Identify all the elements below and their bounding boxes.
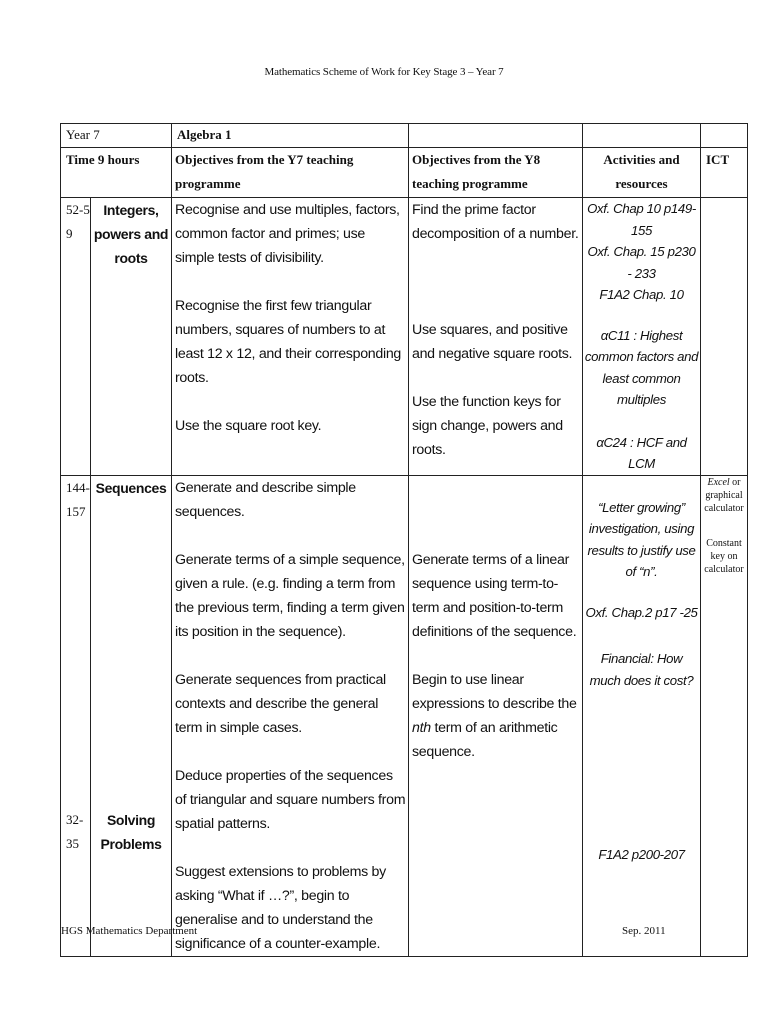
objective-text: Use the function keys for sign change, powers and roots. — [412, 394, 563, 458]
page-range-cell: 52-59 — [61, 198, 91, 476]
activities-cell — [583, 198, 701, 476]
col-header-y8: Objectives from the Y8 teaching programme — [409, 148, 583, 198]
page-range-cell — [61, 475, 91, 956]
col-header-ict: ICT — [701, 148, 748, 198]
footer-date: Sep. 2011 — [622, 925, 666, 937]
activity-text: αC11 : Highest common factors and least common multiples — [584, 327, 699, 407]
activity-text: “Letter growing” investigation, using results to justify use of “n”. — [587, 499, 696, 579]
objective-text: Find the prime factor decomposition of a number. — [412, 202, 579, 242]
y7-objectives-cell — [172, 475, 409, 956]
objective-text: Use squares, and positive and negative square roots. — [412, 322, 573, 362]
objective-text: Generate terms of a linear sequence using term-to-term and position-to-term definitions of the sequence. — [412, 551, 577, 640]
objective-text: Use the square root key. — [175, 418, 322, 434]
activity-text: F1A2 p200-207 — [598, 846, 685, 862]
page-range-sequences: 144-157 — [66, 479, 90, 519]
objective-text: Begin to use linear expressions to describe the nth term of an arithmetic sequence. — [412, 671, 577, 760]
page-header: Mathematics Scheme of Work for Key Stage 3 – Year 7 — [264, 66, 504, 78]
activity-text: Oxf. Chap.2 p17 -25 — [585, 604, 698, 620]
activities-cell — [583, 475, 701, 956]
objective-text: Suggest extensions to problems by asking “What if …?”, begin to generalise and to understand the significance of a counter-example. — [175, 863, 386, 952]
objective-text: Recognise and use multiples, factors, common factor and primes; use simple tests of divisibility. — [175, 202, 400, 266]
topic-cell: Integers, powers and roots — [91, 198, 172, 476]
ict-cell — [701, 475, 748, 956]
y7-objectives-cell — [172, 198, 409, 476]
objective-text: Deduce properties of the sequences of triangular and square numbers from spatial patterns. — [175, 767, 406, 832]
col-header-activities: Activities and resources — [583, 148, 701, 198]
topic-solving-problems: Solving Problems — [100, 811, 162, 852]
objective-text: Generate terms of a simple sequence, given a rule. (e.g. finding a term from the previous term, finding a term given its position in the sequence). — [175, 551, 405, 640]
activity-text: Oxf. Chap 10 p149-155 — [587, 201, 696, 238]
topic-cell — [91, 475, 172, 956]
activity-text: Oxf. Chap. 15 p230 - 233 — [587, 244, 696, 281]
y8-objectives-cell — [409, 198, 583, 476]
empty-cell — [701, 124, 748, 148]
page-range-solving: 32-35 — [66, 811, 84, 851]
table-row-integers — [61, 198, 748, 476]
activity-text: Financial: How much does it cost? — [589, 651, 694, 688]
table-row-sequences — [61, 475, 748, 956]
ict-text: Excel or graphical calculator — [704, 476, 744, 514]
empty-cell — [409, 124, 583, 148]
objective-text: Generate and describe simple sequences. — [175, 479, 356, 520]
scheme-of-work-table — [60, 123, 748, 957]
activity-text: F1A2 Chap. 10 — [599, 287, 684, 302]
time-cell: Time 9 hours — [61, 148, 172, 198]
ict-text: Constant key on calculator — [704, 537, 744, 575]
y8-objectives-cell — [409, 475, 583, 956]
empty-cell — [583, 124, 701, 148]
activity-text: αC24 : HCF and LCM — [596, 434, 687, 471]
unit-title-cell: Algebra 1 — [172, 124, 409, 148]
ict-cell — [701, 198, 748, 476]
topic-sequences: Sequences — [95, 479, 167, 496]
objective-text: Generate sequences from practical contexts and describe the general term in simple cases. — [175, 671, 386, 736]
col-header-y7: Objectives from the Y7 teaching programme — [172, 148, 409, 198]
objective-text: Recognise the first few triangular numbers, squares of numbers to at least 12 x 12, and their corresponding roots. — [175, 298, 401, 386]
footer-department: HGS Mathematics Department — [61, 925, 198, 937]
table-row-unit — [61, 124, 748, 148]
year-cell: Year 7 — [61, 124, 172, 148]
table-header-row — [61, 148, 748, 198]
